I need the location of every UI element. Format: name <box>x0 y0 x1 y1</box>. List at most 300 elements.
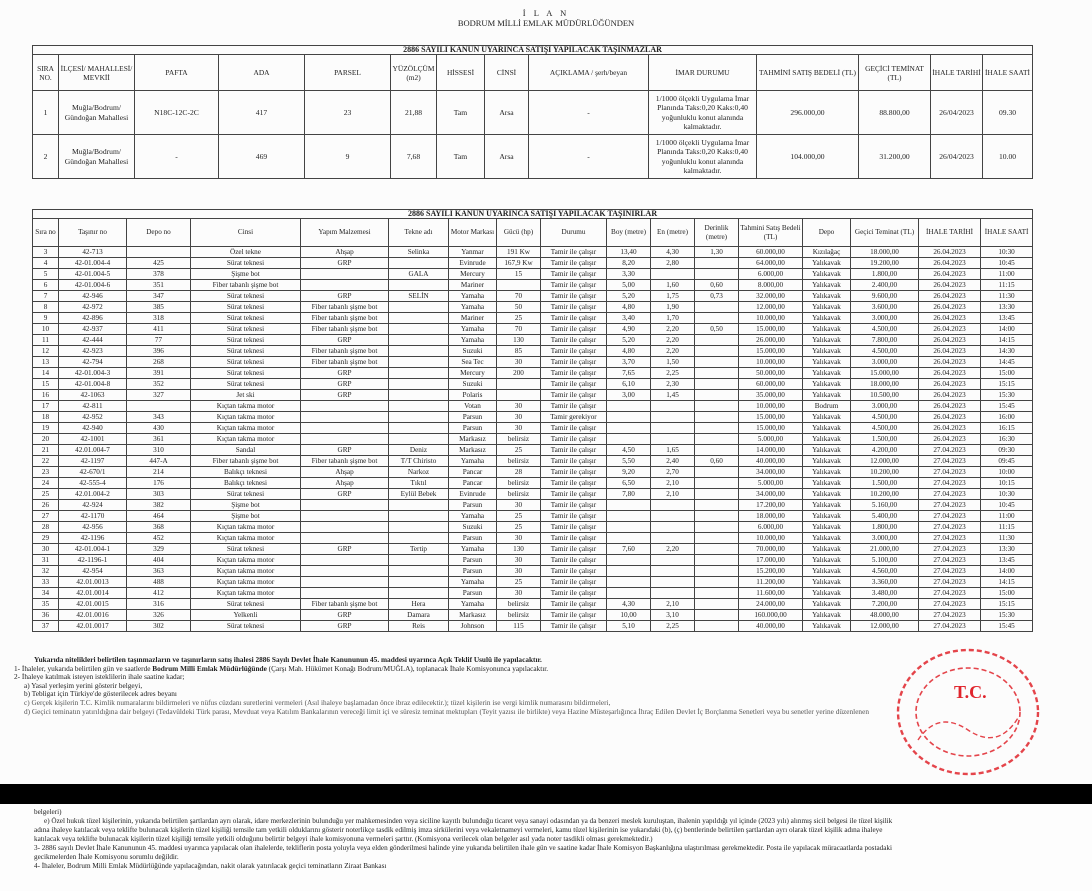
movable-property-cell: 15 <box>33 379 59 390</box>
movable-property-cell: 15.000,00 <box>739 412 803 423</box>
movable-property-cell: Tamir ile çalışır <box>541 258 607 269</box>
movable-property-cell: 4.500,00 <box>851 423 919 434</box>
movable-property-cell: 20 <box>33 434 59 445</box>
movable-property-cell: Yalıkavak <box>803 577 851 588</box>
movable-property-cell: 42-01.004-3 <box>59 368 127 379</box>
movable-property-cell <box>497 390 541 401</box>
movable-property-cell: 17 <box>33 401 59 412</box>
movable-property-cell: Yalıkavak <box>803 258 851 269</box>
movable-property-cell: 329 <box>127 544 191 555</box>
movable-property-cell: 25 <box>497 577 541 588</box>
movable-property-cell: 19.200,00 <box>851 258 919 269</box>
movable-property-cell: 310 <box>127 445 191 456</box>
real-estate-cell: Arsa <box>485 91 529 135</box>
movable-property-cell <box>389 434 449 445</box>
movable-property-cell: 27.04.2023 <box>919 588 981 599</box>
movable-property-cell: 464 <box>127 511 191 522</box>
movable-property-cell: Evinrude <box>449 489 497 500</box>
movable-property-cell: Kıçtan takma motor <box>191 588 301 599</box>
movable-property-cell: 4,90 <box>607 324 651 335</box>
movable-property-cell: 1,50 <box>651 357 695 368</box>
movable-property-row <box>33 434 1033 445</box>
movable-property-cell <box>607 555 651 566</box>
movable-property-cell: 30 <box>33 544 59 555</box>
movable-property-cell: 200 <box>497 368 541 379</box>
movable-property-cell <box>695 379 739 390</box>
movable-property-cell: 3.000,00 <box>851 357 919 368</box>
movable-property-cell: Suzuki <box>449 346 497 357</box>
movable-property-cell: 326 <box>127 610 191 621</box>
movable-property-cell: 191 Kw <box>497 247 541 258</box>
movable-property-cell: 42.01.0017 <box>59 621 127 632</box>
movable-property-cell <box>695 555 739 566</box>
movable-property-cell: Ahşap <box>301 478 389 489</box>
movable-property-cell <box>695 302 739 313</box>
movable-property-row <box>33 390 1033 401</box>
movable-property-cell: 10:00 <box>981 467 1033 478</box>
movable-property-cell: 14:15 <box>981 577 1033 588</box>
movable-property-cell: 10:15 <box>981 478 1033 489</box>
movable-property-cell: 15.000,00 <box>851 368 919 379</box>
movable-property-cell: 3.000,00 <box>851 401 919 412</box>
movable-property-cell <box>389 313 449 324</box>
movable-property-cell: 26.04.2023 <box>919 247 981 258</box>
movable-property-cell: 4.200,00 <box>851 445 919 456</box>
movable-property-cell: 42-972 <box>59 302 127 313</box>
movable-property-cell <box>695 269 739 280</box>
movable-property-cell: Tamir ile çalışır <box>541 302 607 313</box>
movable-property-row <box>33 511 1033 522</box>
movable-property-header-cell: Taşınır no <box>59 219 127 247</box>
movable-property-cell: Reis <box>389 621 449 632</box>
movable-property-cell: Fiber tabanlı şişme bot <box>301 599 389 610</box>
movable-property-cell: 115 <box>497 621 541 632</box>
movable-property-cell: 12.000,00 <box>851 621 919 632</box>
movable-property-cell: 42-952 <box>59 412 127 423</box>
movable-property-cell <box>695 467 739 478</box>
movable-property-cell: 4.500,00 <box>851 412 919 423</box>
movable-property-cell <box>301 533 389 544</box>
movable-property-cell: 42-01.004-8 <box>59 379 127 390</box>
movable-property-cell: 28 <box>33 522 59 533</box>
real-estate-cell: Arsa <box>485 135 529 179</box>
movable-property-cell: Yalıkavak <box>803 280 851 291</box>
movable-property-cell <box>389 577 449 588</box>
movable-property-cell: 4.500,00 <box>851 324 919 335</box>
movable-property-cell: 42-940 <box>59 423 127 434</box>
movable-property-cell: 5.000,00 <box>739 478 803 489</box>
movable-property-cell: GRP <box>301 610 389 621</box>
movable-property-cell: Jet ski <box>191 390 301 401</box>
movable-property-cell <box>389 379 449 390</box>
movable-property-cell <box>301 522 389 533</box>
cont-note-e-2: adına ihaleye katılacak veya teklifte bulunacak kişilerin tüzel kişiliği temsile tam yetkili olduklarını gösterir noterlikçe tasdik edilmiş imza sirkülerini veya vekaletnameyi vermeleri, kamu tüzel kişilerinin ise yukarıdaki (b), (ç) bentlerinde belirtilen şartlardan ayrı olarak tüzel kişilik adına ihaleye <box>34 826 883 834</box>
movable-property-cell: 26.04.2023 <box>919 258 981 269</box>
real-estate-cell: 417 <box>219 91 305 135</box>
movable-property-cell: Fiber tabanlı şişme bot <box>191 280 301 291</box>
movable-property-cell: Yamaha <box>449 335 497 346</box>
movable-property-cell: 25 <box>497 313 541 324</box>
movable-property-header-cell: Geçici Teminat (TL) <box>851 219 919 247</box>
movable-property-cell: Balıkçı teknesi <box>191 467 301 478</box>
movable-property-cell <box>695 478 739 489</box>
movable-property-cell: 302 <box>127 621 191 632</box>
movable-property-cell: 42-946 <box>59 291 127 302</box>
movable-property-cell: Kıçtan takma motor <box>191 434 301 445</box>
movable-property-cell: 32.000,00 <box>739 291 803 302</box>
movable-property-cell: Votan <box>449 401 497 412</box>
movable-property-cell: Kıçtan takma motor <box>191 566 301 577</box>
movable-property-cell: 15.000,00 <box>739 346 803 357</box>
real-estate-header-cell: PARSEL <box>305 55 391 91</box>
movable-property-cell: Sürat teknesi <box>191 544 301 555</box>
movable-property-cell <box>389 368 449 379</box>
movable-property-cell: Tamir ile çalışır <box>541 500 607 511</box>
real-estate-header-cell: AÇIKLAMA / şerh/beyan <box>529 55 649 91</box>
movable-property-cell: 430 <box>127 423 191 434</box>
movable-property-cell <box>497 280 541 291</box>
movable-property-cell: Yalıkavak <box>803 390 851 401</box>
movable-property-cell: 14 <box>33 368 59 379</box>
movable-property-cell <box>389 533 449 544</box>
movable-property-cell: Tamir ile çalışır <box>541 610 607 621</box>
movable-property-cell: 24.000,00 <box>739 599 803 610</box>
movable-property-cell: 11.600,00 <box>739 588 803 599</box>
movable-property-cell: 1,30 <box>695 247 739 258</box>
movable-property-cell: 34 <box>33 588 59 599</box>
movable-property-cell: 2,10 <box>651 599 695 610</box>
movable-property-cell <box>607 566 651 577</box>
movable-property-cell <box>607 401 651 412</box>
movable-property-cell: 26.04.2023 <box>919 423 981 434</box>
movable-property-cell: 27.04.2023 <box>919 456 981 467</box>
movable-property-cell <box>695 577 739 588</box>
movable-property-cell: 27.04.2023 <box>919 522 981 533</box>
movable-property-cell: 15:15 <box>981 379 1033 390</box>
movable-property-cell: Sürat teknesi <box>191 621 301 632</box>
movable-property-cell: 42-444 <box>59 335 127 346</box>
movable-property-cell <box>389 588 449 599</box>
movable-property-cell: 12.000,00 <box>851 456 919 467</box>
movable-property-cell: Parsun <box>449 533 497 544</box>
movable-property-cell: 24 <box>33 478 59 489</box>
movable-property-cell: 50 <box>497 302 541 313</box>
movable-property-cell <box>607 577 651 588</box>
note-2a: a) Yasal yerleşim yerini gösterir belgeyi, <box>24 680 143 690</box>
movable-property-cell: 5,10 <box>607 621 651 632</box>
movable-property-row <box>33 577 1033 588</box>
movable-property-cell: 10:30 <box>981 489 1033 500</box>
movable-property-cell <box>695 533 739 544</box>
movable-property-row <box>33 522 1033 533</box>
movable-property-cell <box>389 511 449 522</box>
notes-intro: Yukarıda nitelikleri belirtilen taşınmazların ve taşınırların satış ihalesi 2886 Sayılı Devlet İhale Kanununun 45. maddesi uyarınca Açık Teklif Usulü ile yapılacaktır. <box>34 655 542 664</box>
movable-property-cell: Suzuki <box>449 379 497 390</box>
movable-property-cell: 1,60 <box>651 280 695 291</box>
cont-note-e: e) Özel hukuk tüzel kişilerinin, yukarıda belirtilen şartlardan ayrı olarak, idare merkezlerinin bulunduğu yer mahkemesinden veya siciline kayıtlı bulunduğu ticaret veya sanayi odasından ya da benzeri meslek kuruluştan, ihalenin yapıldığı yıl içinde (2023 yılı) alınmış sicil belgesi ile tüzel kişilik <box>44 817 893 825</box>
movable-property-cell <box>389 412 449 423</box>
movable-property-cell <box>695 434 739 445</box>
movable-property-cell: Yalıkavak <box>803 357 851 368</box>
movable-property-cell: 10.000,00 <box>739 401 803 412</box>
movable-property-cell: 14:00 <box>981 566 1033 577</box>
movable-property-cell <box>301 401 389 412</box>
movable-property-cell: Sürat teknesi <box>191 489 301 500</box>
real-estate-cell: 296.000,00 <box>757 91 859 135</box>
movable-property-cell: belirsiz <box>497 610 541 621</box>
real-estate-cell: 21,88 <box>391 91 437 135</box>
real-estate-cell: 104.000,00 <box>757 135 859 179</box>
movable-property-cell: 11:30 <box>981 533 1033 544</box>
movable-property-row <box>33 610 1033 621</box>
movable-property-cell: 09:45 <box>981 456 1033 467</box>
movable-property-cell: belirsiz <box>497 434 541 445</box>
movable-property-cell: Kıçtan takma motor <box>191 555 301 566</box>
real-estate-cell: - <box>529 91 649 135</box>
movable-property-cell <box>695 313 739 324</box>
movable-property-cell: 7,65 <box>607 368 651 379</box>
movable-property-cell: Sürat teknesi <box>191 313 301 324</box>
movable-property-cell: 7.200,00 <box>851 599 919 610</box>
movable-property-cell: 5.400,00 <box>851 511 919 522</box>
real-estate-cell: 1/1000 ölçekli Uygulama İmar Planında Taks:0,20 Kaks:0,40 yoğunluklu konut alanında kalmaktadır. <box>649 135 757 179</box>
announcement-title: İ L A N <box>522 8 570 18</box>
movable-property-cell: 1,65 <box>651 445 695 456</box>
movable-property-cell: 2,80 <box>651 258 695 269</box>
movable-property-cell: 11 <box>33 335 59 346</box>
movable-property-cell: Yalıkavak <box>803 335 851 346</box>
movable-property-cell: Tamir gerekiyor <box>541 412 607 423</box>
movable-property-cell: Parsun <box>449 555 497 566</box>
movable-property-cell: Şişme bot <box>191 269 301 280</box>
movable-property-cell: 10.200,00 <box>851 467 919 478</box>
movable-property-cell: 42.01.0013 <box>59 577 127 588</box>
movable-property-cell: SELİN <box>389 291 449 302</box>
movable-property-cell: 7,60 <box>607 544 651 555</box>
movable-property-cell: 385 <box>127 302 191 313</box>
movable-property-cell: 9 <box>33 313 59 324</box>
movable-property-cell: 3 <box>33 247 59 258</box>
movable-property-cell: Yalıkavak <box>803 522 851 533</box>
movable-property-cell: 27.04.2023 <box>919 467 981 478</box>
movable-property-cell: Yalıkavak <box>803 478 851 489</box>
movable-property-cell: Yalıkavak <box>803 445 851 456</box>
movable-property-cell: Evinrude <box>449 258 497 269</box>
movable-property-cell: 7.800,00 <box>851 335 919 346</box>
real-estate-header-cell: CİNSİ <box>485 55 529 91</box>
movable-property-cell: 14:00 <box>981 324 1033 335</box>
movable-property-cell: Tamir ile çalışır <box>541 478 607 489</box>
movable-property-row <box>33 280 1033 291</box>
movable-property-cell: 343 <box>127 412 191 423</box>
movable-property-cell: 42.01.004-2 <box>59 489 127 500</box>
movable-property-cell <box>301 412 389 423</box>
movable-property-cell: 30 <box>497 357 541 368</box>
movable-property-cell: Kıçtan takma motor <box>191 401 301 412</box>
movable-property-cell: 361 <box>127 434 191 445</box>
movable-property-cell: 13:45 <box>981 555 1033 566</box>
movable-property-cell: Tamir ile çalışır <box>541 489 607 500</box>
movable-property-cell: 42-1197 <box>59 456 127 467</box>
movable-property-cell <box>695 544 739 555</box>
real-estate-table <box>32 45 1033 179</box>
movable-property-cell: Hera <box>389 599 449 610</box>
movable-property-cell: 26.04.2023 <box>919 379 981 390</box>
movable-property-cell: 42-937 <box>59 324 127 335</box>
movable-property-cell: Tamir ile çalışır <box>541 456 607 467</box>
movable-property-cell: 3,40 <box>607 313 651 324</box>
movable-property-cell: Yamaha <box>449 511 497 522</box>
movable-property-cell: 2,30 <box>651 379 695 390</box>
movable-property-cell: 15:45 <box>981 621 1033 632</box>
movable-property-cell: 42-923 <box>59 346 127 357</box>
movable-property-cell <box>651 577 695 588</box>
movable-property-cell: 5,20 <box>607 291 651 302</box>
movable-property-cell: Tamir ile çalışır <box>541 621 607 632</box>
movable-property-cell <box>695 423 739 434</box>
movable-property-cell: 8,20 <box>607 258 651 269</box>
movable-property-cell: 25 <box>497 522 541 533</box>
movable-property-cell: 1.800,00 <box>851 522 919 533</box>
movable-property-cell: 412 <box>127 588 191 599</box>
movable-property-cell: 42-670/1 <box>59 467 127 478</box>
movable-property-cell: 10.200,00 <box>851 489 919 500</box>
movable-property-cell: 34.000,00 <box>739 467 803 478</box>
movable-property-cell: 30 <box>497 412 541 423</box>
cont-note-e-3: katılacak veya teklifte bulunacak kişilerin tüzel kişiliği temsile yetkili olduğunu belirtir belgeyi ihale komisyonuna vermeleri şarttır. (Komisyona verilecek olan belgeler asıl yada noter tasdikli olması gerekmektedir.) <box>34 835 653 843</box>
movable-property-cell: 6,10 <box>607 379 651 390</box>
real-estate-cell: 88.800,00 <box>859 91 931 135</box>
movable-property-cell: Kıçtan takma motor <box>191 423 301 434</box>
movable-property-cell: Yalıkavak <box>803 423 851 434</box>
movable-property-cell: 5,50 <box>607 456 651 467</box>
movable-property-row <box>33 445 1033 456</box>
movable-property-cell: Yalıkavak <box>803 302 851 313</box>
movable-property-cell: Sürat teknesi <box>191 357 301 368</box>
movable-property-cell: Yalıkavak <box>803 500 851 511</box>
movable-property-cell: 15:15 <box>981 599 1033 610</box>
movable-property-cell: 382 <box>127 500 191 511</box>
movable-property-cell: Tamir ile çalışır <box>541 544 607 555</box>
movable-property-header-cell: Depo no <box>127 219 191 247</box>
movable-property-cell: Yamaha <box>449 599 497 610</box>
movable-property-cell: 30 <box>497 588 541 599</box>
movable-property-header-cell: Sıra no <box>33 219 59 247</box>
movable-property-cell <box>695 599 739 610</box>
movable-property-row <box>33 302 1033 313</box>
movable-property-cell: 42-1001 <box>59 434 127 445</box>
movable-property-cell: Tamir ile çalışır <box>541 445 607 456</box>
real-estate-cell: Tam <box>437 91 485 135</box>
movable-property-row <box>33 247 1033 258</box>
movable-property-cell <box>695 412 739 423</box>
note-1-start: 1- İhaleler, yukarıda belirtilen gün ve saatlerde <box>14 663 151 673</box>
movable-property-row <box>33 478 1033 489</box>
movable-property-cell: 27.04.2023 <box>919 544 981 555</box>
movable-property-cell: Markasız <box>449 610 497 621</box>
real-estate-header-cell: İHALE SAATİ <box>983 55 1033 91</box>
movable-property-cell: Tamir ile çalışır <box>541 401 607 412</box>
movable-property-cell: 42-924 <box>59 500 127 511</box>
movable-property-cell: 2,40 <box>651 456 695 467</box>
movable-property-cell: 32 <box>33 566 59 577</box>
official-seal-stamp <box>888 640 1046 780</box>
movable-property-cell: Kıçtan takma motor <box>191 533 301 544</box>
movable-property-cell: Kıçtan takma motor <box>191 412 301 423</box>
movable-property-cell <box>301 269 389 280</box>
movable-property-cell: 15:30 <box>981 390 1033 401</box>
movable-property-cell <box>607 588 651 599</box>
real-estate-cell: 09.30 <box>983 91 1033 135</box>
movable-property-cell: 12.000,00 <box>739 302 803 313</box>
movable-property-cell <box>651 555 695 566</box>
movable-property-cell: 42.01.0016 <box>59 610 127 621</box>
movable-property-cell <box>301 588 389 599</box>
movable-property-cell: 27.04.2023 <box>919 500 981 511</box>
movable-property-cell: 13:30 <box>981 544 1033 555</box>
movable-property-cell: 5.100,00 <box>851 555 919 566</box>
movable-property-cell: 26.04.2023 <box>919 346 981 357</box>
movable-property-cell: Eylül Bebek <box>389 489 449 500</box>
movable-property-cell: 8 <box>33 302 59 313</box>
movable-property-cell: Yalıkavak <box>803 511 851 522</box>
movable-property-cell: belirsiz <box>497 478 541 489</box>
movable-property-table <box>32 209 1033 632</box>
movable-property-cell: 42-1196 <box>59 533 127 544</box>
movable-property-cell: 1.500,00 <box>851 434 919 445</box>
movable-property-cell: 27.04.2023 <box>919 478 981 489</box>
movable-property-header-cell: Cinsi <box>191 219 301 247</box>
movable-property-cell: Yanmar <box>449 247 497 258</box>
movable-property-cell: 4 <box>33 258 59 269</box>
movable-property-row <box>33 335 1033 346</box>
movable-property-cell: 7,80 <box>607 489 651 500</box>
movable-property-cell <box>301 280 389 291</box>
movable-property-cell: Fiber tabanlı şişme bot <box>301 324 389 335</box>
movable-property-cell: 3,00 <box>607 390 651 401</box>
real-estate-header-row <box>33 55 1033 91</box>
movable-property-cell: 27.04.2023 <box>919 445 981 456</box>
movable-property-cell: 13 <box>33 357 59 368</box>
real-estate-cell: - <box>135 135 219 179</box>
cont-note-3-b: gecikmelerden İhale Komisyonu sorumlu değildir. <box>34 853 179 861</box>
movable-property-cell: Sürat teknesi <box>191 346 301 357</box>
movable-property-cell: 0,60 <box>695 280 739 291</box>
movable-property-cell: 368 <box>127 522 191 533</box>
movable-property-cell: 26.04.2023 <box>919 313 981 324</box>
movable-property-cell: Tamir ile çalışır <box>541 577 607 588</box>
movable-property-cell: Yalıkavak <box>803 610 851 621</box>
movable-property-cell <box>695 390 739 401</box>
movable-property-row <box>33 346 1033 357</box>
real-estate-cell: 469 <box>219 135 305 179</box>
movable-property-cell: 42-1170 <box>59 511 127 522</box>
movable-property-row <box>33 313 1033 324</box>
movable-property-cell: 4,30 <box>607 599 651 610</box>
movable-property-cell: Yamaha <box>449 456 497 467</box>
announcement-heading <box>0 8 1092 28</box>
movable-property-cell: 3,70 <box>607 357 651 368</box>
movable-property-cell: Yalıkavak <box>803 269 851 280</box>
movable-property-cell: Ahşap <box>301 467 389 478</box>
movable-property-cell <box>389 423 449 434</box>
movable-property-cell: Şişme bot <box>191 500 301 511</box>
movable-property-cell: Yalıkavak <box>803 456 851 467</box>
movable-property-cell: Bodrum <box>803 401 851 412</box>
real-estate-header-cell: İMAR DURUMU <box>649 55 757 91</box>
movable-property-cell: Sürat teknesi <box>191 379 301 390</box>
movable-property-cell <box>695 621 739 632</box>
